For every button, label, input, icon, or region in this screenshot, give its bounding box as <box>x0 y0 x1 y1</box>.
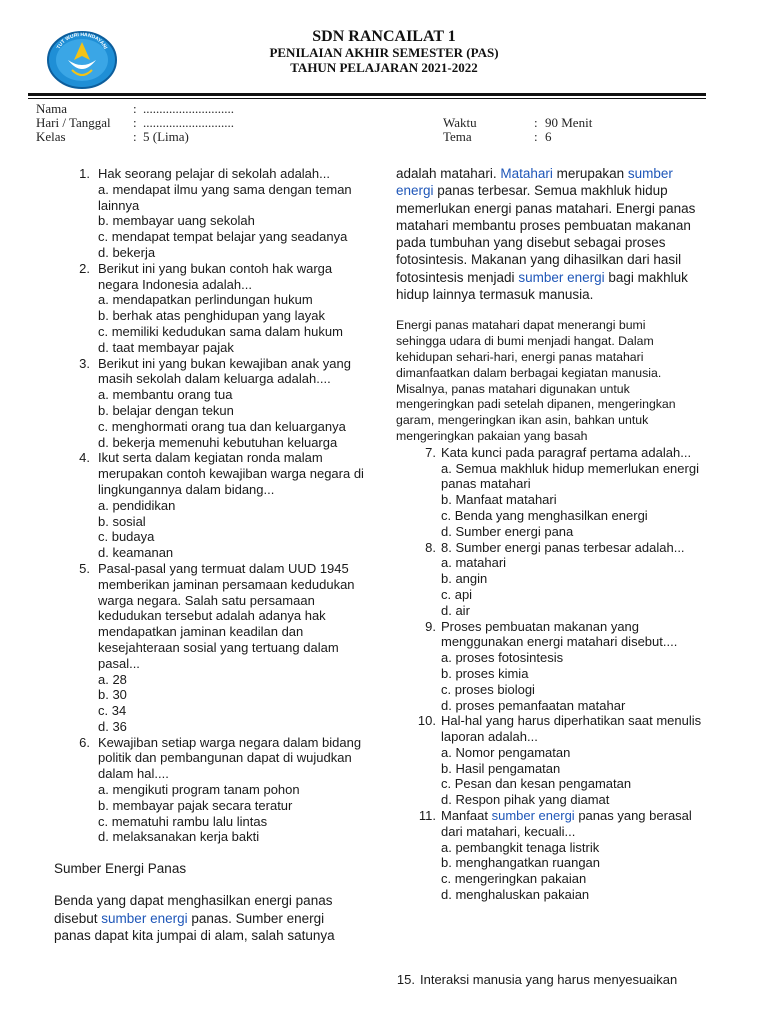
header-divider-thin <box>28 98 706 99</box>
question-line: d. bekerja <box>98 244 156 260</box>
reading-line: garam, mengeringkan ikan asin, bahkan untuk <box>396 413 649 428</box>
question-number: 11. <box>418 808 436 824</box>
question-line: d. bekerja memenuhi kebutuhan keluarga <box>98 434 338 450</box>
question-line: d. Respon pihak yang diamat <box>441 792 610 808</box>
nama-sep: : <box>133 101 137 116</box>
question-text: 8. Sumber energi panas terbesar adalah... <box>441 539 685 555</box>
text-run: panas. Sumber energi <box>187 910 325 926</box>
tema-value: 6 <box>545 129 552 144</box>
reading-paragraph-1 <box>0 892 384 945</box>
matahari-link[interactable]: Matahari <box>500 166 553 181</box>
question-text: Hal-hal yang harus diperhatikan saat menulis <box>441 713 702 729</box>
reading-line: Benda yang dapat menghasilkan energi panas <box>54 893 333 909</box>
sumber-energi-link[interactable]: sumber energi <box>101 910 188 926</box>
academic-year: TAHUN PELAJARAN 2021-2022 <box>290 60 478 75</box>
question-line: pasal... <box>98 655 140 671</box>
question-line: memberikan jaminan persamaan kedudukan <box>98 576 355 592</box>
right-question-list <box>396 445 764 808</box>
text-run: panas terbesar. Semua makhluk hidup <box>433 183 668 199</box>
question-line: warga negara. Salah satu persamaan <box>98 592 315 608</box>
question-line: c. menghormati orang tua dan keluarganya <box>98 418 346 434</box>
kelas-value: 5 (Lima) <box>143 129 189 144</box>
question-line: c. mematuhi rambu lalu lintas <box>98 813 268 829</box>
question-line <box>441 808 764 824</box>
question-text: Hak seorang pelajar di sekolah adalah... <box>98 166 330 181</box>
question-line: b. Manfaat matahari <box>441 492 557 508</box>
question-line: dari matahari, kecuali... <box>441 823 576 839</box>
question-text: Proses pembuatan makanan yang <box>441 618 640 634</box>
question-line: a. 28 <box>98 671 127 687</box>
question-line: c. mendapat tempat belajar yang seadanya <box>98 229 348 245</box>
question-number: 2. <box>79 260 90 276</box>
question-line: c. mengeringkan pakaian <box>441 871 587 887</box>
reading-line: mengeringkan padi setelah dipanen, mengeringkan <box>396 397 676 412</box>
question-line: a. mengikuti program tanam pohon <box>98 782 300 798</box>
text-run: Manfaat <box>441 808 492 824</box>
reading-line: memerlukan energi panas matahari. Energi panas <box>396 200 696 216</box>
question-line: a. mendapatkan perlindungan hukum <box>98 292 313 308</box>
question-11 <box>396 808 764 903</box>
question-line: politik dan pembangunan dapat di wujudkan <box>98 750 352 766</box>
question-line: a. membantu orang tua <box>98 387 233 403</box>
waktu-value: 90 Menit <box>545 115 593 130</box>
header-divider-thick <box>28 93 706 96</box>
question-item <box>0 166 384 261</box>
question-line: negara Indonesia adalah... <box>98 276 252 292</box>
question-item <box>0 450 384 561</box>
question-item <box>396 713 764 808</box>
question-line: d. menghaluskan pakaian <box>441 887 590 903</box>
question-number: 3. <box>79 355 90 371</box>
reading-line <box>396 269 764 286</box>
tema-label: Tema <box>443 129 472 144</box>
question-line: b. angin <box>441 571 488 587</box>
question-line: b. 30 <box>98 687 127 703</box>
question-line: c. budaya <box>98 529 155 545</box>
reading-line <box>54 910 384 928</box>
nama-label: Nama <box>36 101 68 116</box>
reading-line: sehingga udara di bumi menjadi hangat. Dalam <box>396 334 654 349</box>
reading-line: kehidupan sehari-hari, energi panas matahari <box>396 349 644 364</box>
kelas-label: Kelas <box>36 129 66 144</box>
waktu-label: Waktu <box>443 115 477 130</box>
question-line: c. proses biologi <box>441 681 535 697</box>
exam-title: PENILAIAN AKHIR SEMESTER (PAS) <box>269 45 499 60</box>
question-line: masih sekolah dalam keluarga adalah.... <box>98 371 331 387</box>
question-line: b. menghangatkan ruangan <box>441 855 601 871</box>
text-run: adalah matahari. <box>396 166 501 181</box>
question-line: lainnya <box>98 197 140 213</box>
question-line: d. proses pemanfaatan matahar <box>441 697 626 713</box>
question-line: b. berhak atas penghidupan yang layak <box>98 308 325 324</box>
question-line: menggunakan energi matahari disebut.... <box>441 634 678 650</box>
question-line: a. mendapat ilmu yang sama dengan teman <box>98 181 352 197</box>
question-line: merupakan contoh kewajiban warga negara di <box>98 466 364 482</box>
nama-field: ............................ <box>143 101 234 116</box>
question-text: Berikut ini yang bukan kewajiban anak yang <box>98 355 351 371</box>
question-number: 15. <box>396 972 415 987</box>
reading-paragraph-2 <box>396 318 764 444</box>
question-number: 1. <box>79 166 90 181</box>
question-line: d. 36 <box>98 718 127 734</box>
question-item <box>0 561 384 735</box>
text-run: panas yang berasal <box>574 808 692 824</box>
right-column <box>396 165 764 903</box>
reading-line <box>396 165 764 182</box>
text-run: disebut <box>54 910 102 926</box>
question-line: a. proses fotosintesis <box>441 650 564 666</box>
question-text: Kata kunci pada paragraf pertama adalah... <box>441 444 692 460</box>
question-number: 7. <box>425 444 436 460</box>
reading-line: mengeringkan pakaian yang basah <box>396 428 588 443</box>
left-column <box>0 166 384 945</box>
question-item <box>396 619 764 714</box>
tema-sep: : <box>534 129 538 144</box>
energi-link[interactable]: energi <box>396 183 434 199</box>
question-line: lingkungannya dalam bidang... <box>98 481 275 497</box>
question-line: a. pendidikan <box>98 497 176 513</box>
reading-line: hidup lainnya termasuk manusia. <box>396 287 594 303</box>
sumber-energi-link[interactable]: sumber energi <box>518 269 605 285</box>
question-item <box>0 356 384 451</box>
question-line: d. Sumber energi pana <box>441 523 574 539</box>
text-run: bagi makhluk <box>604 269 688 285</box>
question-line: a. pembangkit tenaga listrik <box>441 839 600 855</box>
reading-line: dimanfaatkan dalam berbagai kegiatan manusia. <box>396 365 662 380</box>
question-item <box>396 445 764 540</box>
question-text: Berikut ini yang bukan contoh hak warga <box>98 260 333 276</box>
question-line: d. air <box>441 602 470 618</box>
question-15 <box>396 972 764 988</box>
question-line: b. Hasil pengamatan <box>441 760 561 776</box>
question-line: laporan adalah... <box>441 729 538 745</box>
question-line: b. membayar pajak secara teratur <box>98 797 293 813</box>
question-text: Ikut serta dalam kegiatan ronda malam <box>98 450 323 466</box>
text-run: merupakan <box>552 166 628 181</box>
text-run: fotosintesis menjadi <box>396 269 519 285</box>
sumber-energi-link[interactable]: sumber energi <box>491 808 575 824</box>
question-line: a. Semua makhluk hidup memerlukan energi <box>441 460 699 476</box>
question-line: c. api <box>441 586 473 602</box>
reading-paragraph-1-continued <box>396 165 764 303</box>
question-line: a. matahari <box>441 555 507 571</box>
reading-line: matahari membantu proses pembuatan makanan <box>396 217 691 233</box>
question-line: c. memiliki kedudukan sama dalam hukum <box>98 323 343 339</box>
hari-tanggal-label: Hari / Tanggal <box>36 115 111 130</box>
question-line: d. melaksanakan kerja bakti <box>98 829 260 845</box>
question-line: d. keamanan <box>98 545 174 561</box>
left-question-list <box>0 166 384 845</box>
reading-line: fotosintesis. Makanan yang dihasilkan dari hasil <box>396 252 682 268</box>
reading-line: Misalnya, panas matahari digunakan untuk <box>396 381 630 396</box>
question-item <box>0 735 384 846</box>
question-text: Kewajiban setiap warga negara dalam bidang <box>98 734 362 750</box>
question-line: mendapatkan jaminan keadilan dan <box>98 624 304 640</box>
question-line: a. Nomor pengamatan <box>441 744 571 760</box>
question-number: 8. <box>425 539 436 555</box>
question-number: 9. <box>425 618 436 634</box>
question-item <box>0 261 384 356</box>
question-line: kesejahteraan sosial yang tertuang dalam <box>98 639 339 655</box>
reading-line <box>396 182 764 199</box>
waktu-sep: : <box>534 115 538 130</box>
question-text: Pasal-pasal yang termuat dalam UUD 1945 <box>98 560 349 576</box>
question-line: d. taat membayar pajak <box>98 339 234 355</box>
question-line: c. 34 <box>98 703 127 719</box>
question-line: panas matahari <box>441 476 531 492</box>
hari-tanggal-field: ............................ <box>143 115 234 130</box>
question-line: Interaksi manusia yang harus menyesuaikan <box>420 972 678 987</box>
question-item <box>396 540 764 619</box>
reading-title: Sumber Energi Panas <box>54 861 187 877</box>
question-line: kedudukan tersebut adalah adanya hak <box>98 608 326 624</box>
question-line: b. proses kimia <box>441 665 529 681</box>
question-line: b. sosial <box>98 513 146 529</box>
kelas-sep: : <box>133 129 137 144</box>
question-number: 4. <box>79 450 90 466</box>
question-line: c. Benda yang menghasilkan energi <box>441 507 648 523</box>
reading-line: panas dapat kita jumpai di alam, salah satunya <box>54 928 335 944</box>
logo-text: TUT WURI HANDAYANI <box>55 31 109 51</box>
school-name: SDN RANCAILAT 1 <box>312 28 456 45</box>
question-number: 6. <box>79 734 90 750</box>
reading-line: Energi panas matahari dapat menerangi bumi <box>396 318 646 333</box>
question-line: b. membayar uang sekolah <box>98 213 255 229</box>
sumber-link[interactable]: sumber <box>627 166 673 181</box>
question-line: b. belajar dengan tekun <box>98 402 234 418</box>
question-number: 5. <box>79 560 90 576</box>
question-11-lines <box>441 824 764 903</box>
question-number: 10. <box>417 713 436 729</box>
question-line: c. Pesan dan kesan pengamatan <box>441 776 632 792</box>
hari-tanggal-sep: : <box>133 115 137 130</box>
question-line: dalam hal.... <box>98 766 169 782</box>
reading-line: pada tumbuhan yang disebut sebagai proses <box>396 235 666 251</box>
